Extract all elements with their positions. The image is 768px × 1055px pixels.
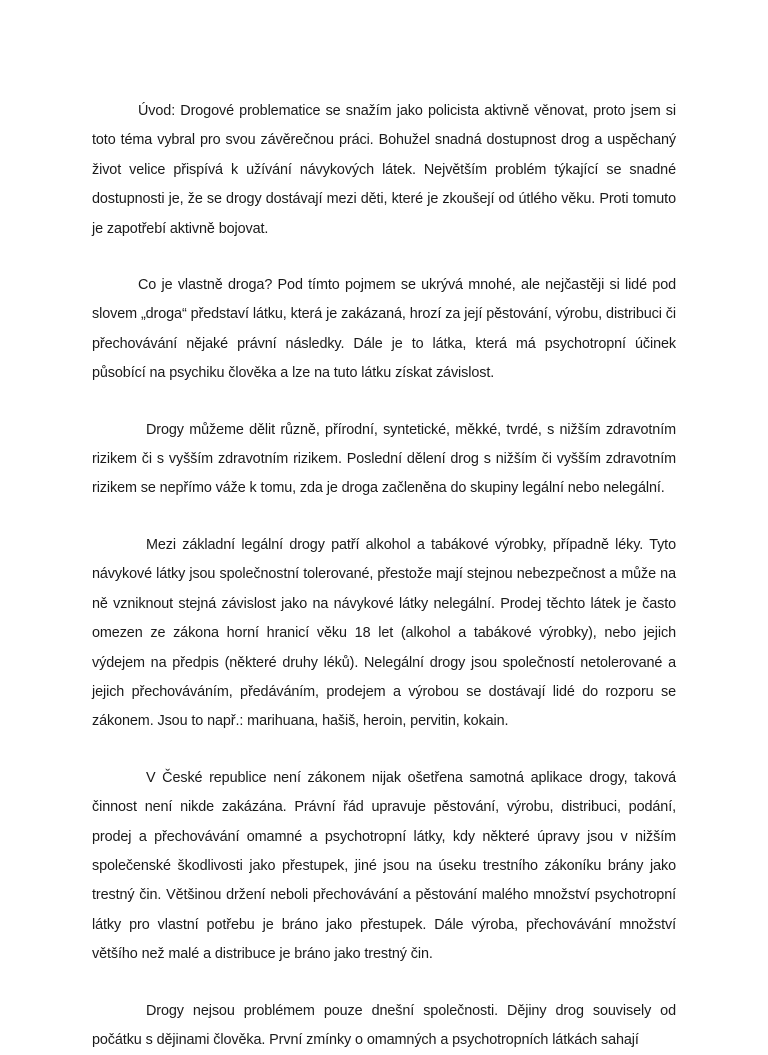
paragraph-what-is-drug: Co je vlastně droga? Pod tímto pojmem se ukrývá mnohé, ale nejčastěji si lidé pod slovem „droga“ představí látku, která je zakázaná, hrozí za její pěstování, výrobu, distribuci či přechovávání nějaké právní následky. Dále je to látka, která má psychotropní účinek působící na psychiku člověka a lze na tuto látku získat závislost. — [92, 277, 676, 382]
paragraph-drug-history: Drogy nejsou problémem pouze dnešní společnosti. Dějiny drog souvisely od počátku s dějinami člověka. První zmínky o omamných a psychotropních látkách sahají — [92, 1002, 676, 1048]
paragraph-drug-classification: Drogy můžeme dělit různě, přírodní, syntetické, měkké, tvrdé, s nižším zdravotním rizikem či s vyšším zdravotním rizikem. Poslední dělení drog s nižším či vyšším zdravotním rizikem se nepřímo váže k tomu, zda je droga začleněna do skupiny legální nebo nelegální. — [92, 421, 676, 497]
paragraph-intro: Úvod: Drogové problematice se snažím jako policista aktivně věnovat, proto jsem si toto téma vybral pro svou závěrečnou práci. Bohužel snadná dostupnost drog a uspěchaný život velice přispívá k užívání návykových látek. Největším problém týkající se snadné dostupnosti je, že se drogy dostávají mezi děti, které je zkoušejí od útlého věku. Proti tomuto je zapotřebí aktivně bojovat. — [92, 103, 676, 237]
paragraph-legal-drugs: Mezi základní legální drogy patří alkohol a tabákové výrobky, případně léky. Tyto návykové látky jsou společnostní tolerované, přestože mají stejnou nebezpečnost a může na ně vzniknout stejná závislost jako na návykové látky nelegální. Prodej těchto látek je často omezen ze zákona horní hranicí věku 18 let (alkohol a tabákové výrobky), nebo jejich výdejem na předpis (některé druhy léků). Nelegální drogy jsou společností netolerované a jejich přechováváním, předáváním, prodejem a výrobou se dostávají lidé do rozporu se zákonem. Jsou to např.: marihuana, hašiš, heroin, pervitin, kokain. — [92, 536, 676, 730]
paragraph-czech-law: V České republice není zákonem nijak ošetřena samotná aplikace drogy, taková činnost není nikde zakázána. Právní řád upravuje pěstování, výrobu, distribuci, podání, prodej a přechovávání omamné a psychotropní látky, kdy některé úpravy jsou v nižším společenské škodlivosti jako přestupek, jiné jsou na úseku trestního zákoníku brány jako trestný čin. Většinou držení neboli přechovávání a pěstování malého množství psychotropní látky pro vlastní potřebu je bráno jako přestupek. Dále výroba, přechovávání množství většího než malé a distribuce je bráno jako trestný čin. — [92, 769, 676, 963]
